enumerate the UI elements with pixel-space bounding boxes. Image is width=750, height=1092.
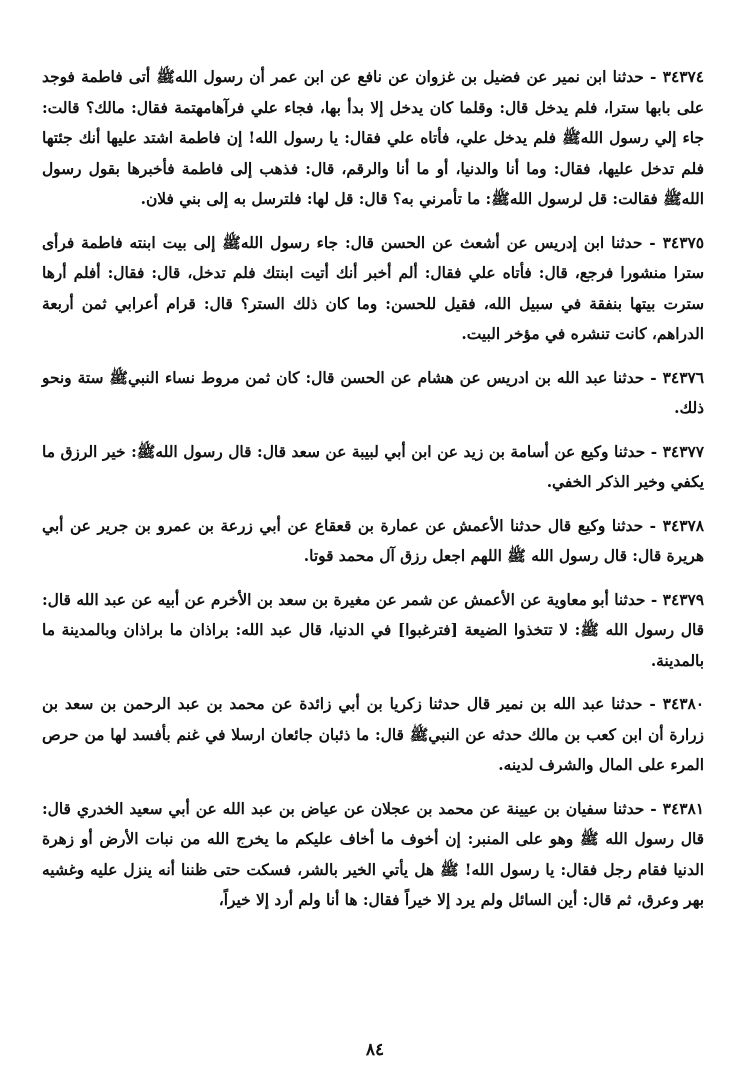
hadith-text: - حدثنا وكيع عن أسامة بن زيد عن ابن أبي لبيبة عن سعد قال: قال رسول اللهﷺ: خير الرزق ما يكفي وخير الذكر الخفي.	[42, 442, 704, 491]
hadith-34375	[42, 228, 704, 350]
hadith-34380	[42, 689, 704, 781]
hadith-number: ٣٤٣٧٨	[662, 516, 705, 535]
hadith-text: - حدثنا ابن نمير عن فضيل بن غزوان عن نافع عن ابن عمر أن رسول اللهﷺ أتى فاطمة فوجد على بابها سترا، فلم يدخل قال: وقلما كان يدخل إلا بدأ بها، فجاء علي فرآهامهتمة فقال: مالك؟ قالت: جاء إلي رسول اللهﷺ فلم يدخل علي، فأتاه علي فقال: يا رسول الله! إن فاطمة اشتد عليها أنك جئتها فلم تدخل عليها، فقال: وما أنا والدنيا، أو ما أنا والرقم، قال: فذهب إلى فاطمة فأخبرها بقول رسول اللهﷺ فقالت: قل لرسول اللهﷺ: ما تأمرني به؟ قال: قل لها: فلترسل به إلى بني فلان.	[42, 68, 704, 208]
hadith-34379	[42, 585, 704, 677]
hadith-number: ٣٤٣٧٥	[662, 233, 704, 252]
hadith-number: ٣٤٣٨٠	[662, 695, 705, 713]
hadith-number: ٣٤٣٨١	[662, 799, 705, 818]
hadith-number: ٣٤٣٧٧	[662, 442, 704, 461]
hadith-text: - حدثنا عبد الله بن ادريس عن هشام عن الحسن قال: كان ثمن مروط نساء النبيﷺ ستة ونحو ذلك.	[42, 368, 704, 417]
hadith-text: - حدثنا سفيان بن عيينة عن محمد بن عجلان عن عياض بن عبد الله عن أبي سعيد الخدري قال: قال رسول الله ﷺ وهو على المنبر: إن أخوف ما أخاف عليكم ما يخرج الله من نبات الأرض أو زهرة الدنيا فقام رجل فقال: يا رسول الله! ﷺ هل يأتي الخير بالشر، فسكت حتى ظننا أنه ينزل عليه وغشيه بهر وعرق، ثم قال: أين السائل ولم يرد إلا خيراً فقال: ها أنا ولم أرد إلا خيراً،	[42, 799, 704, 909]
hadith-text: - حدثنا وكيع قال حدثنا الأعمش عن عمارة بن قعقاع عن أبي زرعة بن عمرو بن جرير عن أبي هريرة قال: قال رسول الله ﷺ اللهم اجعل رزق آل محمد قوتا.	[42, 516, 704, 565]
hadith-number: ٣٤٣٧٤	[662, 68, 705, 86]
hadith-text: - حدثنا أبو معاوية عن الأعمش عن شمر عن مغيرة بن سعد بن الأخرم عن أبيه عن عبد الله قال: قال رسول الله ﷺ: لا تتخذوا الضيعة [فترغبوا] في الدنيا، قال عبد الله: براذان ما براذان وبالمدينة ما بالمدينة.	[42, 590, 704, 670]
hadith-number: ٣٤٣٧٦	[662, 368, 704, 387]
hadith-text: - حدثنا عبد الله بن نمير قال حدثنا زكريا بن أبي زائدة عن محمد بن عبد الرحمن بن سعد بن زرارة أن ابن كعب بن مالك حدثه عن النبيﷺ قال: ما ذئبان جائعان ارسلا في غنم بأفسد لها من حرص المرء على المال والشرف لدينه.	[42, 695, 704, 774]
hadith-text: - حدثنا ابن إدريس عن أشعث عن الحسن قال: جاء رسول اللهﷺ إلى بيت ابنته فاطمة فرأى سترا منشورا فرجع، قال: فأتاه علي فقال: ألم أخبر أنك أتيت ابنتك فلم تدخل، قال: فقال: أفلم أرها سترت بيتها بنفقة في سبيل الله، فقيل للحسن: وما كان ذلك الستر؟ قال: قرام أعرابي ثمن أربعة الدراهم، كانت تنشره في مؤخر البيت.	[42, 233, 704, 343]
page-number: ٨٤	[365, 1040, 385, 1060]
hadith-34378	[42, 511, 704, 572]
hadith-34374	[42, 62, 704, 215]
hadith-34376	[42, 363, 704, 424]
hadith-34381	[42, 794, 704, 916]
hadith-34377	[42, 437, 704, 498]
hadith-number: ٣٤٣٧٩	[662, 590, 705, 609]
